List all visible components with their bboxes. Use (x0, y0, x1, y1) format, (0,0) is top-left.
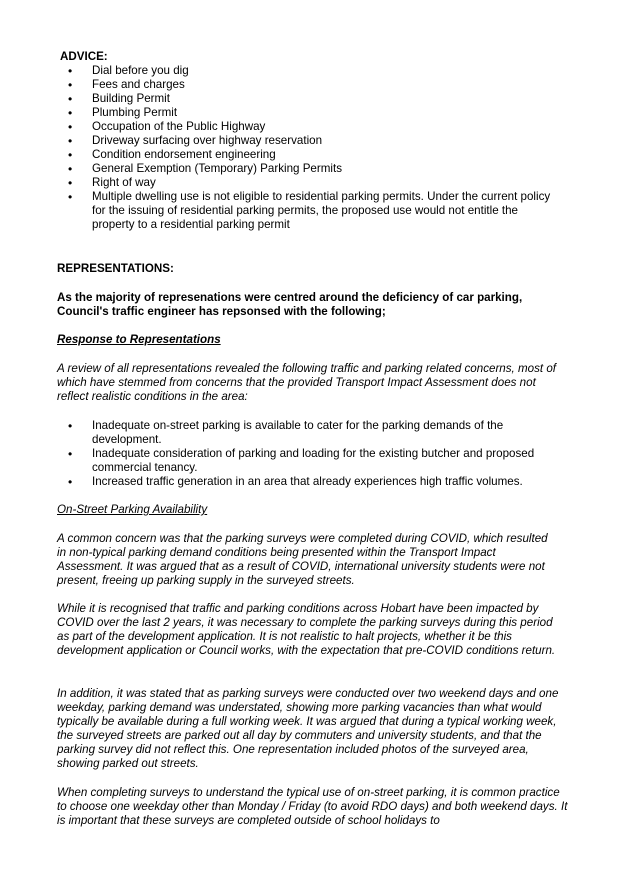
concern-item: • Inadequate consideration of parking and loading for the existing butcher and proposed commercial tenancy. (62, 447, 562, 475)
advice-item: • Plumbing Permit (62, 106, 562, 120)
advice-item: • Fees and charges (62, 78, 562, 92)
concern-item: • Increased traffic generation in an area that already experiences high traffic volumes. (62, 475, 562, 489)
response-heading: Response to Representations (57, 333, 221, 346)
advice-item: • Multiple dwelling use is not eligible to residential parking permits. Under the current policy for the issuing of residential parking permits, the proposed use would not entitle the property to a residential parking permit (62, 190, 562, 232)
representations-heading: REPRESENTATIONS: (57, 262, 174, 275)
advice-item: • Driveway surfacing over highway reservation (62, 134, 562, 148)
representations-intro: As the majority of represenations were centred around the deficiency of car parking, Council's traffic engineer has repsonsed with the following; (57, 291, 523, 318)
advice-list (62, 64, 562, 232)
concern-item: • Inadequate on-street parking is available to cater for the parking demands of the development. (62, 419, 562, 447)
paragraph-weekday: In addition, it was stated that as parking surveys were conducted over two weekend days and one weekday, parking demand was understated, showing more parking vacancies than what would typically be available during a full working week. It was argued that during a typical working week, the surveyed streets are parked out all day by commuters and university students, and that the parking survey did not reflect this. One representation included photos of the surveyed area, showing parked out streets. (57, 687, 559, 770)
paragraph-hobart: While it is recognised that traffic and parking conditions across Hobart have been impacted by COVID over the last 2 years, it was necessary to complete the parking surveys during this period as part of the development application. It is not realistic to halt projects, whether it be this development application or Council works, with the expectation that pre-COVID conditions return. (57, 602, 556, 657)
advice-item: • Building Permit (62, 92, 562, 106)
advice-heading: ADVICE: (60, 50, 108, 63)
advice-item: • Condition endorsement engineering (62, 148, 562, 162)
review-paragraph: A review of all representations revealed the following traffic and parking related concerns, most of which have stemmed from concerns that the provided Transport Impact Assessment does not reflect realistic conditions in the area: (57, 362, 557, 403)
advice-item: • Dial before you dig (62, 64, 562, 78)
paragraph-surveys: When completing surveys to understand the typical use of on-street parking, it is common practice to choose one weekday other than Monday / Friday (to avoid RDO days) and both weekend days. It is important that these surveys are completed outside of school holidays to (57, 786, 568, 827)
on-street-heading: On-Street Parking Availability (57, 503, 208, 516)
paragraph-covid: A common concern was that the parking surveys were completed during COVID, which resulted in non-typical parking demand conditions being presented within the Transport Impact Assessment. It was argued that as a result of COVID, international university students were not present, freeing up parking supply in the surveyed streets. (57, 532, 548, 587)
advice-item: • Right of way (62, 176, 562, 190)
advice-item: • General Exemption (Temporary) Parking Permits (62, 162, 562, 176)
advice-item: • Occupation of the Public Highway (62, 120, 562, 134)
concerns-list (62, 419, 562, 489)
